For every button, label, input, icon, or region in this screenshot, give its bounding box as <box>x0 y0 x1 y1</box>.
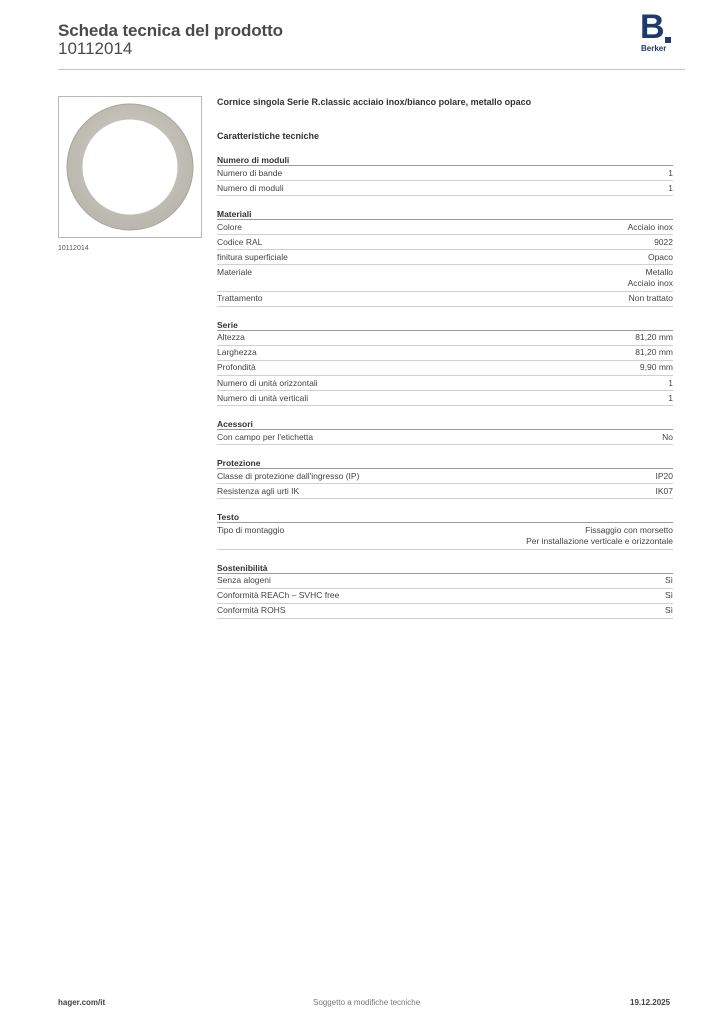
spec-label: Numero di bande <box>217 167 283 178</box>
spec-value-line: No <box>662 431 673 442</box>
spec-row <box>217 523 673 549</box>
spec-row <box>217 391 673 406</box>
header-divider <box>58 69 685 70</box>
spec-section <box>217 562 673 619</box>
spec-section <box>217 418 673 445</box>
section-title: Materiali <box>217 208 673 220</box>
spec-row <box>217 181 673 196</box>
spec-row <box>217 292 673 307</box>
spec-value <box>654 237 673 248</box>
spec-value <box>656 486 674 497</box>
spec-label: Numero di unità orizzontali <box>217 377 318 388</box>
spec-value-line: IK07 <box>655 485 673 496</box>
spec-label: Numero di unità verticali <box>217 392 309 403</box>
logo-brand: Berker <box>641 44 667 53</box>
spec-row <box>217 484 673 499</box>
spec-value <box>629 293 673 304</box>
spec-sections <box>217 154 673 619</box>
spec-value-line: Sì <box>664 605 673 616</box>
spec-row <box>217 589 673 604</box>
spec-label: Larghezza <box>217 347 257 358</box>
spec-row <box>217 574 673 589</box>
section-title: Acessori <box>217 418 673 430</box>
spec-value-line: Acciaio inox <box>627 221 673 232</box>
spec-content <box>217 96 673 619</box>
spec-value <box>662 432 673 443</box>
spec-label: Codice RAL <box>217 236 263 247</box>
spec-row <box>217 430 673 445</box>
tech-title: Caratteristiche tecniche <box>217 131 320 141</box>
spec-value-line: 1 <box>668 392 673 403</box>
spec-value-line: IP20 <box>655 470 673 481</box>
section-title: Sostenibilità <box>217 562 673 574</box>
section-title: Testo <box>217 511 673 523</box>
spec-row <box>217 469 673 484</box>
logo-letter: B <box>640 8 664 46</box>
berker-logo <box>640 8 676 54</box>
section-title: Numero di moduli <box>217 154 673 166</box>
spec-value <box>635 347 673 358</box>
spec-value-line: 81,20 mm <box>635 332 673 343</box>
section-title: Serie <box>217 319 673 331</box>
spec-label: Tipo di montaggio <box>217 525 285 535</box>
spec-label: Numero di moduli <box>217 182 284 193</box>
spec-section <box>217 208 673 306</box>
footer-note: Soggetto a modifiche tecniche <box>313 998 421 1007</box>
spec-label: Resistenza agli urti IK <box>217 485 300 496</box>
spec-label: Senza alogeni <box>217 575 271 586</box>
product-image <box>58 96 202 238</box>
spec-value-line: Fissaggio con morsetto <box>585 525 673 535</box>
logo-dot <box>665 37 671 43</box>
spec-value <box>668 168 673 179</box>
spec-row <box>217 361 673 376</box>
spec-label: Classe di protezione dall'ingresso (IP) <box>217 470 360 481</box>
spec-label: Trattamento <box>217 293 263 304</box>
spec-row <box>217 250 673 265</box>
spec-section <box>217 154 673 196</box>
spec-label: finitura superficiale <box>217 251 288 262</box>
spec-value <box>628 267 673 289</box>
image-caption: 10112014 <box>58 245 89 252</box>
spec-value-line: Sì <box>664 575 673 586</box>
spec-value-line: Opaco <box>647 251 673 262</box>
spec-row <box>217 166 673 181</box>
spec-value <box>628 222 673 233</box>
spec-value <box>656 471 674 482</box>
frame-ring-image <box>59 97 201 237</box>
spec-label: Colore <box>217 221 243 232</box>
page-title: Scheda tecnica del prodotto <box>58 21 283 40</box>
spec-row <box>217 331 673 346</box>
spec-value-line: 1 <box>668 167 673 178</box>
spec-row <box>217 220 673 235</box>
spec-value-line: 81,20 mm <box>635 347 673 358</box>
spec-value-line: Sì <box>664 590 673 601</box>
spec-value <box>648 252 673 263</box>
product-code: 10112014 <box>58 39 133 58</box>
spec-row <box>217 376 673 391</box>
spec-value-line: Per installazione verticale e orizzontale <box>526 536 673 546</box>
section-title: Protezione <box>217 457 673 469</box>
spec-value <box>665 575 673 586</box>
spec-value-line: 1 <box>668 377 673 388</box>
spec-row <box>217 235 673 250</box>
spec-label: Con campo per l'etichetta <box>217 431 314 442</box>
spec-section <box>217 457 673 499</box>
spec-row <box>217 265 673 291</box>
spec-value <box>665 590 673 601</box>
spec-value <box>640 362 673 373</box>
spec-label: Materiale <box>217 267 252 278</box>
spec-label: Conformità REACh – SVHC free <box>217 590 340 601</box>
spec-value-line: Metallo <box>645 267 673 278</box>
spec-label: Altezza <box>217 332 245 343</box>
spec-value <box>635 332 673 343</box>
spec-value-line: 9022 <box>654 236 673 247</box>
spec-value <box>668 393 673 404</box>
spec-label: Profondità <box>217 362 256 373</box>
spec-value-line: Non trattato <box>628 293 673 304</box>
footer-date: 19.12.2025 <box>630 998 671 1007</box>
spec-value <box>665 605 673 616</box>
footer-website: hager.com/it <box>58 998 106 1007</box>
spec-row <box>217 604 673 619</box>
spec-section <box>217 511 673 549</box>
spec-value-line: Acciaio inox <box>627 278 673 289</box>
spec-value-line: 1 <box>668 182 673 193</box>
spec-value <box>668 378 673 389</box>
spec-value <box>668 183 673 194</box>
product-description: Cornice singola Serie R.classic acciaio inox/bianco polare, metallo opaco <box>217 97 532 107</box>
spec-value-line: 9,90 mm <box>639 362 673 373</box>
spec-value <box>526 525 673 547</box>
spec-label: Conformità ROHS <box>217 605 286 616</box>
spec-row <box>217 346 673 361</box>
spec-section <box>217 319 673 406</box>
